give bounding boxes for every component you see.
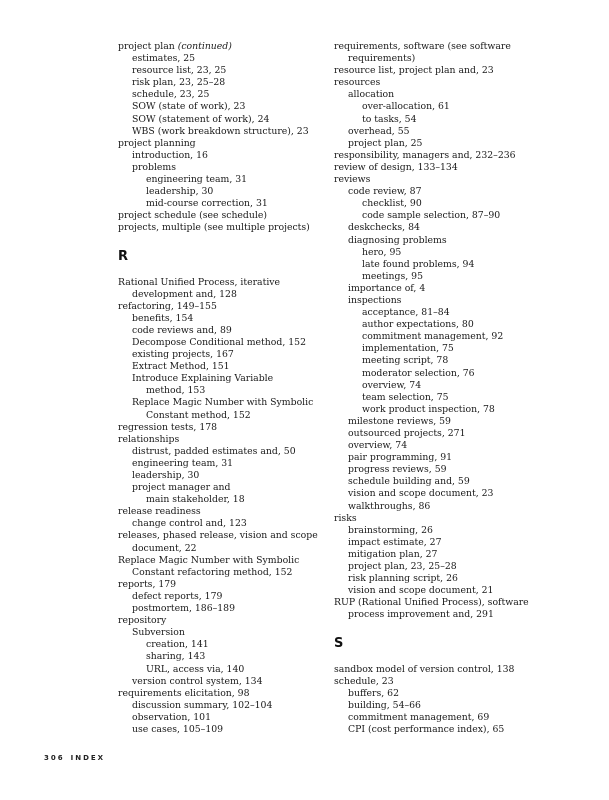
index-subentry: building, 54–66 <box>348 699 421 711</box>
index-section-letter: R <box>118 248 129 264</box>
index-entry: reviews <box>334 174 371 186</box>
index-entry: requirements elicitation, 98 <box>118 687 250 699</box>
index-subentry: leadership, 30 <box>146 186 214 198</box>
index-entry: RUP (Rational Unified Process), software <box>334 597 529 609</box>
continued-marker: (continued) <box>177 41 232 52</box>
index-subentry: sharing, 143 <box>146 651 206 663</box>
index-entry: Rational Unified Process, iterative <box>118 276 281 288</box>
index-subentry: Introduce Explaining Variable <box>132 373 274 385</box>
index-entry: requirements, software (see software <box>334 41 511 52</box>
index-subentry: change control and, 123 <box>132 518 247 530</box>
index-subentry: work product inspection, 78 <box>362 403 495 415</box>
page-number: 306 <box>44 754 65 762</box>
index-subentry: use cases, 105–109 <box>132 723 224 735</box>
index-subentry: vision and scope document, 21 <box>348 585 494 597</box>
index-entry: projects, multiple (see multiple projects) <box>118 222 310 234</box>
index-subentry: WBS (work breakdown structure), 23 <box>132 125 309 137</box>
index-subentry: Decompose Conditional method, 152 <box>132 336 306 348</box>
index-subentry: project plan, 23, 25–28 <box>348 561 457 573</box>
index-entry: releases, phased release, vision and scope <box>118 530 318 542</box>
index-subentry: Constant method, 152 <box>146 409 251 421</box>
index-subentry: late found problems, 94 <box>362 258 475 270</box>
index-subentry: discussion summary, 102–104 <box>132 699 273 711</box>
index-entry: reports, 179 <box>118 578 177 590</box>
index-entry: schedule, 23 <box>334 675 394 687</box>
index-subentry: Replace Magic Number with Symbolic <box>132 397 314 409</box>
index-subentry: acceptance, 81–84 <box>362 307 450 319</box>
index-subentry: impact estimate, 27 <box>348 536 442 548</box>
index-subentry: estimates, 25 <box>132 53 196 65</box>
index-entry: review of design, 133–134 <box>334 161 458 173</box>
index-subentry: implementation, 75 <box>362 343 454 355</box>
index-subentry: checklist, 90 <box>362 198 422 210</box>
index-subentry: vision and scope document, 23 <box>348 488 494 500</box>
index-entry: project schedule (see schedule) <box>118 210 267 222</box>
index-subentry: buffers, 62 <box>348 687 400 699</box>
index-entry: project plan (continued) <box>118 41 232 52</box>
index-subentry: existing projects, 167 <box>132 349 234 361</box>
index-subentry: walkthroughs, 86 <box>348 500 431 512</box>
index-subentry: Subversion <box>132 627 185 639</box>
index-subentry: engineering team, 31 <box>146 174 248 186</box>
index-section-letter: S <box>334 635 344 651</box>
index-subentry: commitment management, 69 <box>348 711 490 723</box>
index-subentry: risk planning script, 26 <box>348 573 458 585</box>
index-entry: release readiness <box>118 506 201 518</box>
index-subentry: importance of, 4 <box>348 282 426 294</box>
page-footer <box>44 754 111 762</box>
index-subentry: overview, 74 <box>362 379 422 391</box>
index-subentry: commitment management, 92 <box>362 331 504 343</box>
index-subentry: observation, 101 <box>132 711 212 723</box>
index-subentry: milestone reviews, 59 <box>348 415 451 427</box>
index-subentry: team selection, 75 <box>362 391 449 403</box>
index-subentry: overview, 74 <box>348 440 408 452</box>
index-subentry: URL, access via, 140 <box>146 663 245 675</box>
index-subentry: mitigation plan, 27 <box>348 548 438 560</box>
index-subentry: code sample selection, 87–90 <box>362 210 501 222</box>
index-subentry: outsourced projects, 271 <box>348 428 466 439</box>
index-subentry: development and, 128 <box>132 288 237 300</box>
index-subentry: method, 153 <box>146 385 206 397</box>
index-subentry: SOW (state of work), 23 <box>132 101 246 113</box>
index-subentry: document, 22 <box>132 542 197 554</box>
index-subentry: creation, 141 <box>146 639 209 651</box>
index-column-right <box>334 41 564 736</box>
index-subentry: requirements) <box>348 53 416 65</box>
index-subentry: pair programming, 91 <box>348 452 453 464</box>
index-subentry: inspections <box>348 294 402 306</box>
index-subentry: project manager and <box>132 482 231 494</box>
index-subentry: meeting script, 78 <box>362 355 449 367</box>
index-subentry: problems <box>132 161 177 173</box>
index-entry: Replace Magic Number with Symbolic <box>118 554 300 566</box>
index-entry: risks <box>334 512 357 524</box>
index-subentry: allocation <box>348 89 395 101</box>
index-subentry: introduction, 16 <box>132 149 208 161</box>
index-subentry: Extract Method, 151 <box>132 361 230 373</box>
index-subentry: moderator selection, 76 <box>362 367 475 379</box>
index-subentry: code review, 87 <box>348 186 422 198</box>
index-subentry: distrust, padded estimates and, 50 <box>132 445 296 457</box>
index-subentry: overhead, 55 <box>348 125 410 137</box>
index-subentry: SOW (statement of work), 24 <box>132 113 270 125</box>
index-subentry: engineering team, 31 <box>132 457 234 469</box>
index-subentry: postmortem, 186–189 <box>132 603 236 615</box>
index-subentry: version control system, 134 <box>132 675 263 687</box>
index-entry: resources <box>334 77 381 89</box>
index-subentry: leadership, 30 <box>132 470 200 481</box>
index-subentry: mid-course correction, 31 <box>146 198 268 210</box>
index-column-left <box>118 41 348 736</box>
index-subentry: author expectations, 80 <box>362 319 474 331</box>
index-subentry: schedule building and, 59 <box>348 476 470 488</box>
running-section-title: INDEX <box>70 754 106 762</box>
index-subentry: diagnosing problems <box>348 234 447 246</box>
index-subentry: code reviews and, 89 <box>132 324 232 336</box>
index-entry: repository <box>118 615 167 627</box>
index-subentry: benefits, 154 <box>132 312 194 324</box>
index-subentry: process improvement and, 291 <box>348 609 494 621</box>
index-subentry: resource list, 23, 25 <box>132 65 227 77</box>
index-subentry: over-allocation, 61 <box>362 101 450 113</box>
index-entry: sandbox model of version control, 138 <box>334 663 515 675</box>
index-subentry: progress reviews, 59 <box>348 464 447 476</box>
index-entry: project planning <box>118 137 196 149</box>
index-subentry: meetings, 95 <box>362 270 423 282</box>
index-entry: relationships <box>118 433 180 445</box>
index-subentry: defect reports, 179 <box>132 590 223 602</box>
index-entry: responsibility, managers and, 232–236 <box>334 149 516 161</box>
index-subentry: main stakeholder, 18 <box>146 494 245 506</box>
index-subentry: deskchecks, 84 <box>348 222 420 234</box>
index-subentry: brainstorming, 26 <box>348 524 433 536</box>
index-entry: regression tests, 178 <box>118 421 218 433</box>
index-entry: resource list, project plan and, 23 <box>334 65 494 77</box>
index-subentry: to tasks, 54 <box>362 113 417 125</box>
index-subentry: risk plan, 23, 25–28 <box>132 77 226 89</box>
index-subentry: hero, 95 <box>362 246 402 258</box>
index-subentry: CPI (cost performance index), 65 <box>348 723 505 735</box>
index-subentry: Constant refactoring method, 152 <box>132 566 293 578</box>
index-subentry: project plan, 25 <box>348 137 423 149</box>
index-subentry: schedule, 23, 25 <box>132 89 210 101</box>
index-entry: refactoring, 149–155 <box>118 300 217 312</box>
